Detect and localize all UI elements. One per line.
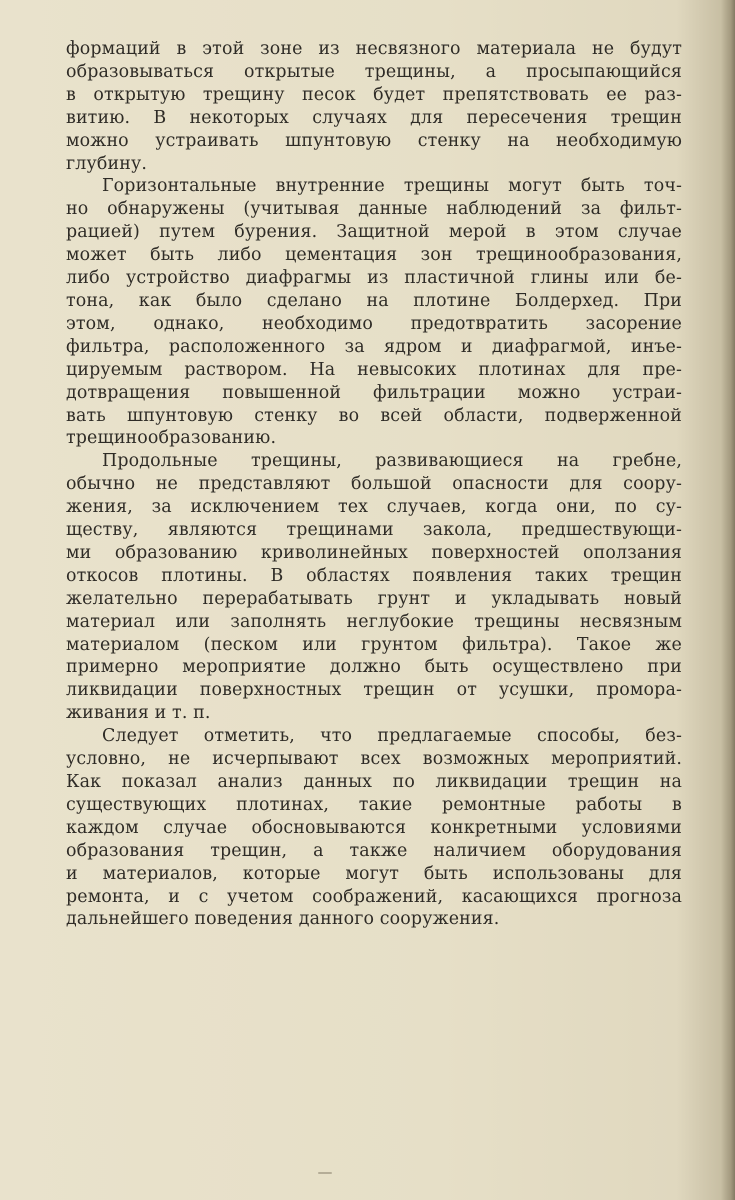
text-line: ликвидации поверхностных трещин от усушки, промора- xyxy=(66,680,682,701)
text-line: каждом случае обосновываются конкретными условиями xyxy=(66,817,682,838)
text-line: вать шпунтовую стенку во всей области, подверженной xyxy=(66,405,682,426)
text-line: дотвращения повышенной фильтрации можно устраи- xyxy=(66,382,682,403)
text-line: существующих плотинах, такие ремонтные работы в xyxy=(66,794,682,815)
paragraph-3 xyxy=(66,450,682,725)
text-line: формаций в этой зоне из несвязного материала не будут xyxy=(66,39,682,59)
text-line: обычно не представляют большой опасности для соору- xyxy=(66,474,682,495)
text-line: фильтра, расположенного за ядром и диафрагмой, инъе- xyxy=(66,336,682,357)
paragraph-1 xyxy=(66,38,682,175)
page-edge-shadow xyxy=(721,0,735,1200)
text-line: Продольные трещины, развивающиеся на гребне, xyxy=(102,451,682,472)
body-text xyxy=(66,38,682,931)
text-line: Горизонтальные внутренние трещины могут быть точ- xyxy=(102,176,682,197)
text-line: тона, как было сделано на плотине Болдерхед. При xyxy=(66,290,682,311)
text-line: может быть либо цементация зон трещинообразования, xyxy=(66,245,682,266)
text-line: образования трещин, а также наличием оборудования xyxy=(66,840,682,861)
text-line: в открытую трещину песок будет препятствовать ее раз- xyxy=(66,84,682,105)
text-line: примерно мероприятие должно быть осуществлено при xyxy=(66,657,682,678)
text-line: Как показал анализ данных по ликвидации трещин на xyxy=(66,772,682,792)
text-line: ремонта, и с учетом соображений, касающихся прогноза xyxy=(66,886,682,907)
paragraph-2 xyxy=(66,175,682,450)
text-line: этом, однако, необходимо предотвратить засорение xyxy=(66,313,682,334)
text-line: дальнейшего поведения данного сооружения. xyxy=(66,909,500,930)
text-line: Следует отметить, что предлагаемые способы, без- xyxy=(102,726,682,747)
text-line: можно устраивать шпунтовую стенку на необходимую xyxy=(66,130,682,151)
text-line: и материалов, которые могут быть использованы для xyxy=(66,863,682,884)
text-line: материал или заполнять неглубокие трещины несвязным xyxy=(66,611,682,632)
text-line: рацией) путем бурения. Защитной мерой в этом случае xyxy=(66,222,682,243)
text-line: трещинообразованию. xyxy=(66,428,277,449)
text-line: глубину. xyxy=(66,153,148,174)
print-speck xyxy=(318,1172,332,1174)
text-line: образовываться открытые трещины, а просыпающийся xyxy=(66,61,682,82)
text-line: ществу, являются трещинами закола, предшествующи- xyxy=(66,520,682,541)
text-line: витию. В некоторых случаях для пересечения трещин xyxy=(66,107,682,128)
text-line: живания и т. п. xyxy=(66,703,211,724)
text-line: цируемым раствором. На невысоких плотинах для пре- xyxy=(66,359,682,380)
text-line: условно, не исчерпывают всех возможных мероприятий. xyxy=(66,749,682,770)
text-line: жения, за исключением тех случаев, когда они, по су- xyxy=(66,497,682,518)
text-line: откосов плотины. В областях появления таких трещин xyxy=(66,565,682,586)
text-line: желательно перерабатывать грунт и укладывать новый xyxy=(66,588,682,609)
paragraph-4 xyxy=(66,725,682,931)
text-line: материалом (песком или грунтом фильтра). Такое же xyxy=(66,634,682,655)
text-line: ми образованию криволинейных поверхностей оползания xyxy=(66,542,682,563)
text-line: либо устройство диафрагмы из пластичной глины или бе- xyxy=(66,268,682,289)
text-line: но обнаружены (учитывая данные наблюдений за фильт- xyxy=(66,199,682,220)
